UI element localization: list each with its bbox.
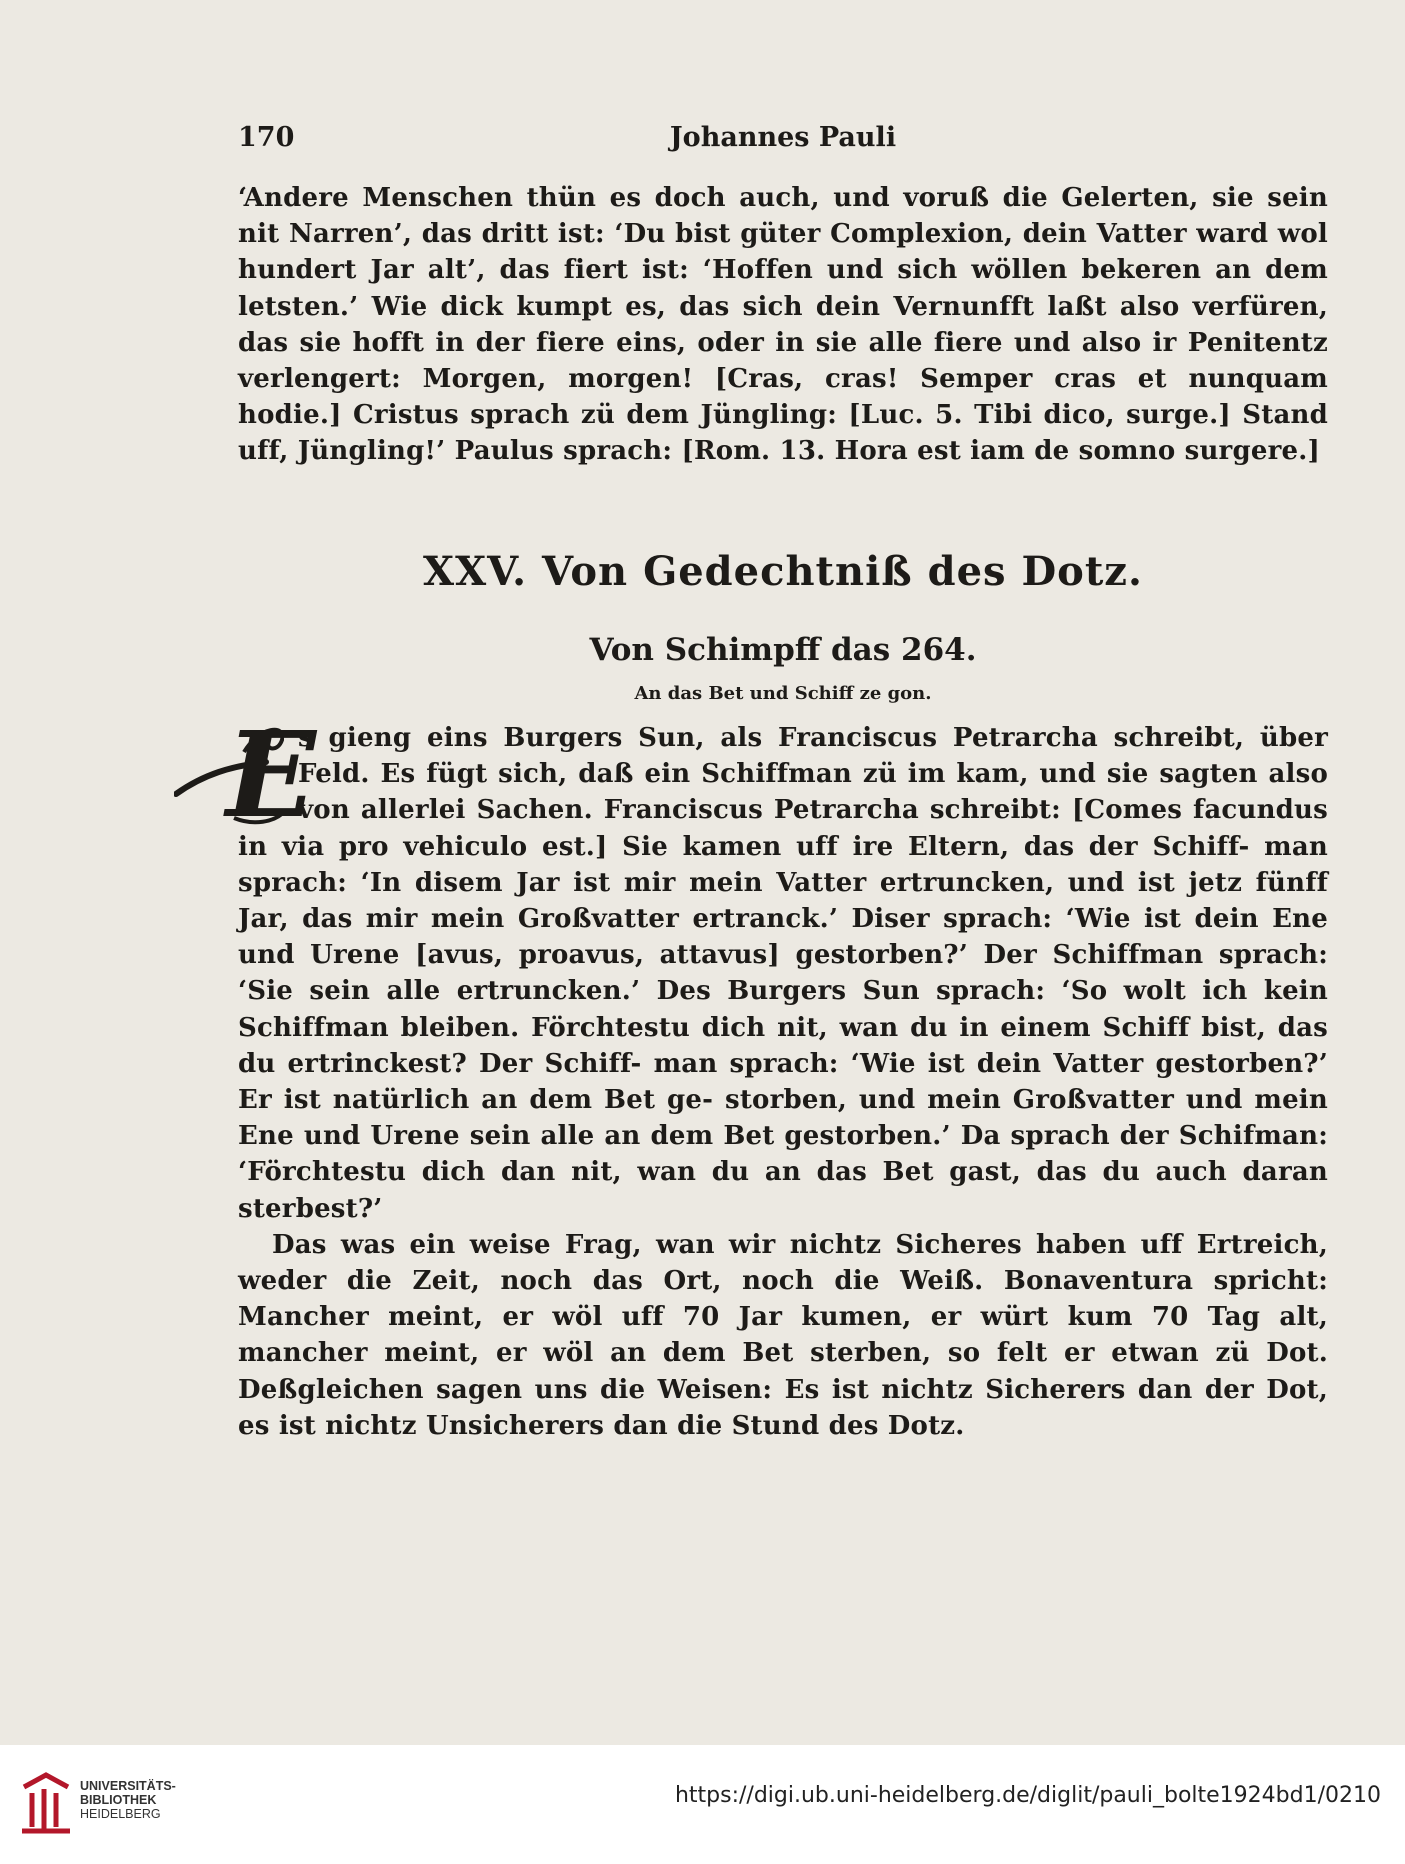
story-paragraph-1: [226, 705, 1328, 1227]
chapter-heading: XXV. Von Gedechtniß des Dotz.: [423, 548, 1143, 595]
library-name-line-2: BIBLIOTHEK: [80, 1793, 157, 1807]
decorated-initial: [174, 705, 317, 844]
top-paragraph: ‘Andere Menschen thün es doch auch, und voruß die Gelerten, sie sein nit Narren’, das dritt ist: ‘Du bist güter Complexion, dein Vatter ward wol hundert Jar alt’, das fiert ist: ‘Hoffen und sich wöllen bekeren an dem letsten.’ Wie dick kumpt es, das sich dein Vernunfft laßt also verfüren, das sie hofft in der fiere eins, oder in sie alle fiere und also ir Penitentz verlengert: Morgen, morgen! [Cras, cras! Semper cras et nunquam hodie.] Cristus sprach zü dem Jüngling: [Luc. 5. Tibi dico, surge.] Stand uff, Jüngling!’ Paulus sprach: [Rom. 13. Hora est iam de somno surgere.]: [238, 183, 1328, 467]
story-paragraph-1-text: s gieng eins Burgers Sun, als Franciscus Petrarcha schreibt, über Feld. Es fügt sich, daß ein Schiffman zü im kam, und sie sagten also von allerlei Sachen. Franciscus Petrarcha schreibt: [Comes facundus in via pro vehiculo est.] Sie kamen uff ire Eltern, das der Schiff- man sprach: ‘In disem Jar ist mir mein Vatter ertruncken, und ist jetz fünff Jar, das mir mein Großvatter ertranck.’ Diser sprach: ‘Wie ist dein Ene und Urene [avus, proavus, attavus] gestorben?’ Der Schiffman sprach: ‘Sie sein alle ertruncken.’ Des Burgers Sun sprach: ‘So wolt ich kein Schiffman bleiben. Förchtestu dich nit, wan du in einem Schiff bist, das du ertrinckest? Der Schiff- man sprach: ‘Wie ist dein Vatter gestorben?’ Er ist natürlich an dem Bet ge- storben, und mein Großvatter und mein Ene und Urene sein alle an dem Bet gestorben.’ Da sprach der Schifman: ‘Förchtestu dich dan nit, wan du an das Bet gast, das du auch daran sterbest?’: [238, 723, 1328, 1224]
library-name-line-3: HEIDELBERG: [80, 1807, 161, 1821]
page-number: 170: [238, 122, 295, 153]
university-library-logo-icon[interactable]: [14, 1771, 76, 1835]
chapter-subheading: Von Schimpff das 264.: [589, 632, 977, 668]
running-head: [238, 122, 1328, 162]
top-paragraph-block: [238, 180, 1328, 470]
viewer-footer: [0, 1745, 1405, 1864]
story-block: [226, 705, 1328, 1444]
initial-letter: E: [226, 705, 317, 844]
permalink-url[interactable]: https://digi.ub.uni-heidelberg.de/diglit/pauli_bolte1924bd1/0210: [674, 1783, 1381, 1808]
chapter-motto: An das Bet und Schiff ze gon.: [634, 683, 932, 704]
library-name: [80, 1779, 176, 1821]
library-name-line-1: UNIVERSITÄTS-: [80, 1779, 176, 1793]
story-paragraph-2: Das was ein weise Frag, wan wir nichtz Sicheres haben uff Ertreich, weder die Zeit, noch das Ort, noch die Weiß. Bonaventura spricht: Mancher meint, er wöl uff 70 Jar kumen, er würt kum 70 Tag alt, mancher meint, er wöl an dem Bet sterben, so felt er etwan zü Dot. Deßgleichen sagen uns die Weisen: Es ist nichtz Sicherers dan der Dot, es ist nichtz Unsicherers dan die Stund des Dotz.: [238, 1229, 1328, 1441]
running-title: Johannes Pauli: [669, 122, 897, 153]
